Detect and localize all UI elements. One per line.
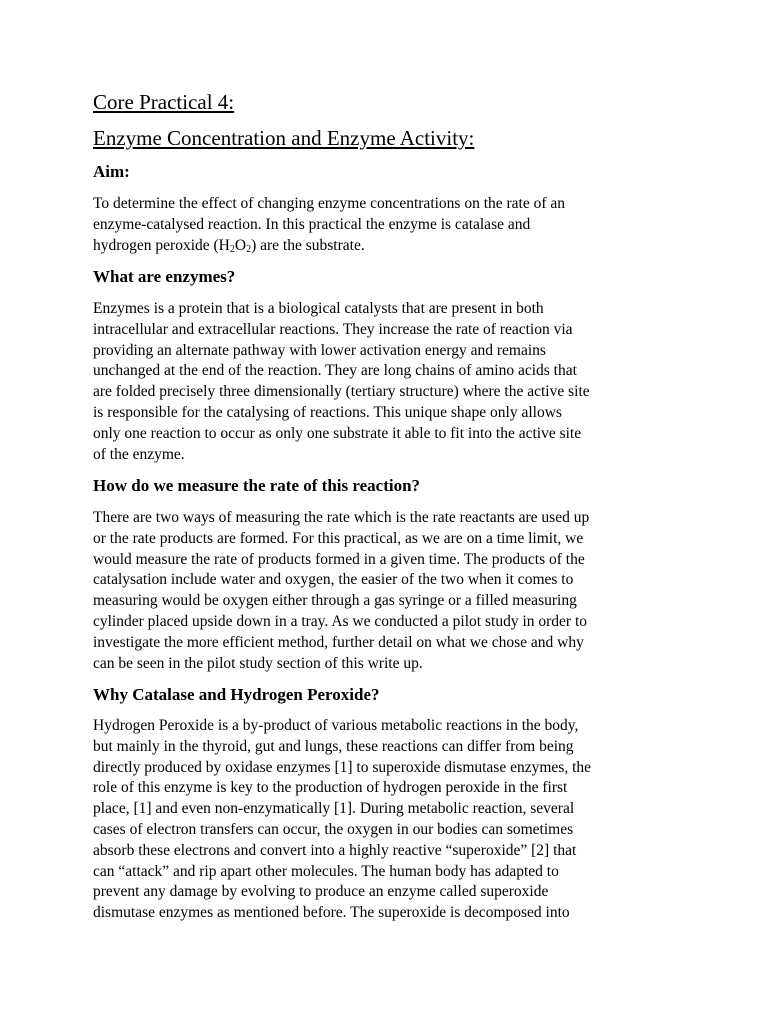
measure-line: or the rate products are formed. For this practical, as we are on a time limit, we — [93, 529, 584, 547]
measure-line: catalysation include water and oxygen, the easier of the two when it comes to — [93, 571, 574, 589]
catalase-line: absorb these electrons and convert into a highly reactive “superoxide” [2] that — [93, 841, 577, 859]
catalase-heading: Why Catalase and Hydrogen Peroxide? — [93, 685, 380, 704]
enzymes-line: unchanged at the end of the reaction. They are long chains of amino acids that — [93, 362, 577, 380]
aim-heading: Aim: — [93, 162, 130, 181]
catalase-line: directly produced by oxidase enzymes [1] to superoxide dismutase enzymes, the — [93, 758, 592, 776]
enzymes-line: Enzymes is a protein that is a biological catalysts that are present in both — [93, 300, 544, 317]
measure-line: would measure the rate of products formed in a given time. The products of the — [93, 550, 585, 568]
measure-line: can be seen in the pilot study section of this write up. — [93, 654, 423, 672]
measure-paragraph — [93, 508, 683, 674]
enzymes-line: are folded precisely three dimensionally (tertiary structure) where the active site — [93, 383, 590, 401]
measure-line: investigate the more efficient method, further detail on what we chose and why — [93, 633, 584, 651]
measure-line: measuring would be oxygen either through a gas syringe or a filled measuring — [93, 592, 577, 610]
enzymes-line: of the enzyme. — [93, 445, 185, 463]
catalase-line: place, [1] and even non-enzymatically [1]. During metabolic reaction, several — [93, 800, 575, 818]
document-title: Core Practical 4: — [93, 90, 235, 114]
enzymes-line: only one reaction to occur as only one substrate it able to fit into the active site — [93, 424, 582, 442]
catalase-line: prevent any damage by evolving to produce an enzyme called superoxide — [93, 883, 549, 901]
catalase-line: Hydrogen Peroxide is a by-product of various metabolic reactions in the body, — [93, 717, 579, 734]
aim-line: To determine the effect of changing enzyme concentrations on the rate of an — [93, 195, 566, 212]
measure-line: There are two ways of measuring the rate which is the rate reactants are used up — [93, 509, 590, 526]
enzymes-paragraph — [93, 299, 683, 465]
aim-paragraph — [93, 194, 683, 256]
measure-line: cylinder placed upside down in a tray. As we conducted a pilot study in order to — [93, 612, 588, 630]
catalase-line: dismutase enzymes as mentioned before. The superoxide is decomposed into — [93, 904, 570, 922]
aim-line: enzyme-catalysed reaction. In this practical the enzyme is catalase and — [93, 215, 531, 233]
enzymes-line: intracellular and extracellular reactions. They increase the rate of reaction via — [93, 320, 573, 338]
enzymes-line: providing an alternate pathway with lower activation energy and remains — [93, 341, 546, 359]
catalase-line: cases of electron transfers can occur, the oxygen in our bodies can sometimes — [93, 820, 574, 838]
catalase-line: role of this enzyme is key to the production of hydrogen peroxide in the first — [93, 779, 568, 797]
enzymes-line: is responsible for the catalysing of reactions. This unique shape only allows — [93, 403, 562, 421]
enzymes-heading: What are enzymes? — [93, 267, 236, 286]
measure-heading: How do we measure the rate of this reaction? — [93, 476, 421, 495]
catalase-line: can “attack” and rip apart other molecules. The human body has adapted to — [93, 862, 559, 880]
practical-title: Enzyme Concentration and Enzyme Activity: — [93, 126, 475, 150]
aim-line: hydrogen peroxide $(H_2O_2)$ are the substrate. — [93, 236, 365, 255]
catalase-line: but mainly in the thyroid, gut and lungs, these reactions can differ from being — [93, 737, 574, 755]
catalase-paragraph — [93, 716, 683, 924]
